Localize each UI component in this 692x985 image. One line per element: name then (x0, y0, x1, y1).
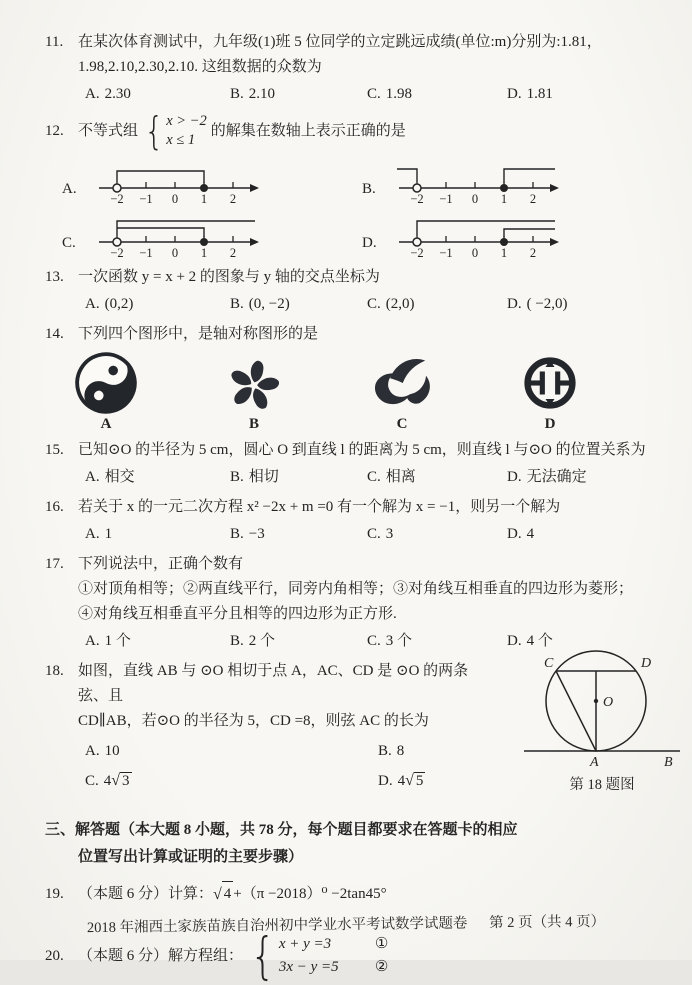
figure-option-c (366, 351, 438, 433)
question-text: CD∥AB，若⊙O 的半径为 5，CD =8，则弦 AC 的长为 (78, 713, 429, 729)
svg-text:1: 1 (200, 192, 208, 206)
figure-label: A (100, 416, 112, 432)
option-label: B. (362, 181, 376, 197)
question-number: 13. (45, 269, 64, 285)
question-text: 若关于 x 的一元二次方程 x² −2x + m =0 有一个解为 x = −1，则另一个解为 (78, 499, 561, 515)
numberline-option-a (62, 154, 362, 206)
svg-text:0: 0 (471, 246, 479, 260)
options-grid (0, 737, 485, 796)
question-18-text (0, 659, 492, 796)
options-row (0, 292, 692, 317)
option-value: ( −2,0) (526, 296, 568, 312)
question-text: 一次函数 y = x + 2 的图象与 y 轴的交点坐标为 (78, 269, 380, 285)
section-description: 位置写出计算或证明的主要步骤） (78, 849, 304, 865)
option-label: C. (367, 86, 381, 102)
section-title: 三、解答题 (45, 822, 121, 838)
question-number: 14. (45, 326, 64, 342)
option-a (85, 629, 230, 654)
svg-text:2: 2 (229, 192, 237, 206)
option-label: A. (85, 743, 100, 759)
footer-title: 2018 年湘西土家族苗族自治州初中学业水平考试数学试题卷 (86, 915, 468, 937)
radical-sign: √ (111, 772, 121, 789)
question-text: 如图，直线 AB 与 ⊙O 相切于点 A，AC、CD 是 ⊙O 的两条弦、且 (78, 663, 469, 704)
expression: +（π −2018）⁰ −2tan45° (233, 885, 387, 902)
option-label: B. (230, 296, 244, 312)
point-label-a: A (590, 755, 599, 770)
option-value: 3 (385, 526, 394, 542)
option-a (85, 465, 230, 490)
question-11 (0, 30, 692, 107)
option-label: D. (507, 86, 522, 102)
question-text: 下列四个图形中，是轴对称图形的是 (78, 326, 319, 342)
option-c (367, 465, 507, 490)
question-text: 已知⊙O 的半径为 5 cm，圆心 O 到直线 l 的距离为 5 cm，则直线 l 与⊙O 的位置关系为 (78, 442, 646, 458)
option-label: A. (85, 633, 100, 649)
equation-1-tag: ① (374, 936, 389, 952)
q18-figure (516, 643, 688, 794)
option-a (85, 737, 378, 766)
option-label: A. (85, 296, 100, 312)
option-value: 10 (104, 743, 120, 759)
circle-diagram (516, 643, 688, 771)
svg-text:−1: −1 (439, 192, 453, 206)
equation-1-row (279, 933, 388, 956)
svg-text:1: 1 (200, 246, 208, 260)
option-label: B. (230, 469, 244, 485)
option-value: (0, −2) (248, 296, 290, 312)
question-text: （本题 6 分）计算： (78, 885, 214, 902)
question-12 (0, 108, 692, 260)
option-value: 2.30 (104, 86, 131, 102)
figure-caption: 第 18 题图 (569, 777, 635, 793)
svg-text:1: 1 (500, 192, 508, 206)
figure-option-d (514, 351, 586, 433)
statement-line: ④对角线互相垂直平分且相等的四边形为正方形. (78, 606, 397, 622)
option-value: 4 (397, 773, 406, 789)
svg-text:−2: −2 (410, 246, 424, 260)
svg-text:2: 2 (529, 192, 537, 206)
numberline-diagram-b (393, 158, 561, 206)
question-text: 下列说法中，正确个数有 (78, 556, 244, 572)
option-label: D. (507, 296, 522, 312)
section-3-heading (0, 817, 692, 871)
svg-text:2: 2 (529, 246, 537, 260)
radicand: 5 (415, 773, 424, 789)
option-d (507, 82, 692, 107)
numberline-diagram-a (93, 158, 261, 206)
radicand: 4 (222, 881, 234, 907)
footer-page-number: 第 2 页（共 4 页） (489, 913, 606, 932)
option-b (230, 82, 367, 107)
question-13 (0, 265, 692, 317)
options-row (0, 465, 692, 490)
option-value: (0,2) (104, 296, 134, 312)
round-emblem-icon (516, 351, 584, 415)
point-label-o: O (603, 695, 614, 710)
point-label-c: C (544, 656, 554, 671)
options-row (0, 522, 692, 547)
figure-option-b (218, 351, 290, 433)
option-label: A. (85, 469, 100, 485)
option-label: D. (378, 773, 393, 789)
option-label: A. (85, 86, 100, 102)
question-number: 12. (45, 122, 64, 139)
option-d (507, 292, 692, 317)
radical-sign: √ (213, 885, 222, 903)
option-value: 4 (526, 526, 535, 542)
point-label-d: D (641, 656, 652, 671)
question-16 (0, 495, 692, 547)
question-number: 15. (45, 442, 64, 458)
option-label: D. (507, 526, 522, 542)
option-value: 1 个 (104, 633, 131, 649)
option-value: 4 个 (526, 633, 553, 649)
section-description: （本大题 8 小题，共 78 分，每个题目都要求在答题卡的相应 (120, 822, 518, 838)
option-d (507, 522, 692, 547)
svg-text:−1: −1 (139, 192, 153, 206)
option-b (230, 465, 367, 490)
option-c (367, 522, 507, 547)
question-18 (0, 656, 692, 807)
option-label: C. (367, 469, 381, 485)
question-number: 20. (45, 947, 64, 964)
radical-sign: √ (405, 772, 414, 789)
svg-text:−2: −2 (110, 192, 124, 206)
brace-glyph: { (250, 926, 276, 985)
option-a (85, 82, 230, 107)
option-c (367, 292, 507, 317)
option-b (230, 522, 367, 547)
option-label: B. (230, 633, 244, 649)
option-c (367, 82, 507, 107)
radicand: 3 (122, 773, 130, 789)
option-label: C. (367, 633, 381, 649)
ribbon-swoosh-icon (366, 351, 438, 415)
option-d (378, 766, 485, 796)
question-number: 19. (45, 885, 64, 902)
option-value: 无法确定 (526, 469, 587, 485)
figure-option-a (70, 351, 142, 433)
option-value: 4 (103, 773, 112, 789)
figure-label: D (544, 416, 556, 432)
question-19 (0, 881, 692, 907)
equation-2: 3x − y =5 (278, 959, 339, 975)
option-value: (2,0) (385, 296, 415, 312)
option-b (230, 292, 367, 317)
option-label: A. (85, 526, 100, 542)
question-text: （本题 6 分）解方程组： (78, 947, 244, 964)
question-text: 不等式组 { x > −2 x ≤ 1 的解集在数轴上表示正确的是 (78, 108, 406, 153)
question-number: 11. (45, 34, 64, 50)
option-a (85, 522, 230, 547)
option-label: C. (62, 235, 76, 251)
numberline-option-d (362, 208, 662, 260)
figure-label: C (396, 416, 408, 432)
question-text: 1.98,2.10,2.30,2.10. 这组数据的众数为 (78, 59, 322, 75)
question-number: 18. (45, 663, 64, 679)
svg-text:−2: −2 (410, 192, 424, 206)
option-label: C. (367, 296, 381, 312)
numberline-diagram-d (393, 212, 561, 260)
option-a (85, 292, 230, 317)
numberline-options (0, 154, 692, 260)
option-label: D. (507, 633, 522, 649)
svg-text:0: 0 (171, 246, 179, 260)
svg-text:0: 0 (471, 192, 479, 206)
option-value: 相切 (248, 469, 279, 485)
option-label: B. (230, 86, 244, 102)
option-label: D. (362, 235, 377, 251)
inequality-system (142, 108, 207, 153)
option-b (230, 629, 367, 654)
question-17 (0, 552, 692, 654)
question-text: 在某次体育测试中，九年级(1)班 5 位同学的立定跳远成绩(单位:m)分别为:1.81， (78, 34, 602, 50)
svg-text:1: 1 (500, 246, 508, 260)
svg-text:0: 0 (171, 192, 179, 206)
inequality-1: x > −2 (166, 113, 207, 129)
question-number: 16. (45, 499, 64, 515)
figure-options (0, 351, 692, 433)
svg-text:−1: −1 (139, 246, 153, 260)
equation-2-tag: ② (374, 959, 389, 975)
statement-line: ①对顶角相等；②两直线平行，同旁内角相等；③对角线互相垂直的四边形为菱形； (78, 581, 634, 597)
brace-glyph: { (144, 108, 164, 153)
numberline-diagram-c (93, 212, 261, 260)
option-label: C. (85, 773, 99, 789)
figure-label: B (248, 416, 259, 432)
option-value: 相离 (385, 469, 416, 485)
option-value: −3 (248, 526, 265, 542)
option-label: B. (230, 526, 244, 542)
option-c (367, 629, 507, 654)
option-value: 相交 (104, 469, 135, 485)
option-c (85, 766, 378, 796)
numberline-option-c (62, 208, 362, 260)
question-number: 17. (45, 556, 64, 572)
option-label: D. (507, 469, 522, 485)
options-row (0, 82, 692, 107)
option-value: 1.81 (526, 86, 553, 102)
bauhinia-flower-icon (222, 351, 286, 415)
option-value: 8 (396, 743, 405, 759)
equation-1: x + y =3 (278, 936, 332, 952)
equation-2-row (279, 956, 388, 979)
numberline-option-b (362, 154, 662, 206)
svg-text:2: 2 (229, 246, 237, 260)
question-14 (0, 322, 692, 433)
option-d (507, 465, 692, 490)
yinyang-icon (74, 351, 138, 415)
option-value: 1 (104, 526, 113, 542)
option-value: 2.10 (248, 86, 276, 102)
svg-text:−2: −2 (110, 246, 124, 260)
option-value: 2 个 (248, 633, 276, 649)
question-15 (0, 438, 692, 490)
inequality-2: x ≤ 1 (166, 132, 196, 148)
option-label: B. (378, 743, 392, 759)
svg-text:−1: −1 (439, 246, 453, 260)
option-value: 1.98 (385, 86, 413, 102)
option-b (378, 737, 485, 766)
option-label: C. (367, 526, 381, 542)
equation-system (247, 926, 389, 985)
option-value: 3 个 (385, 633, 413, 649)
option-label: A. (62, 181, 77, 197)
point-label-b: B (664, 755, 673, 770)
